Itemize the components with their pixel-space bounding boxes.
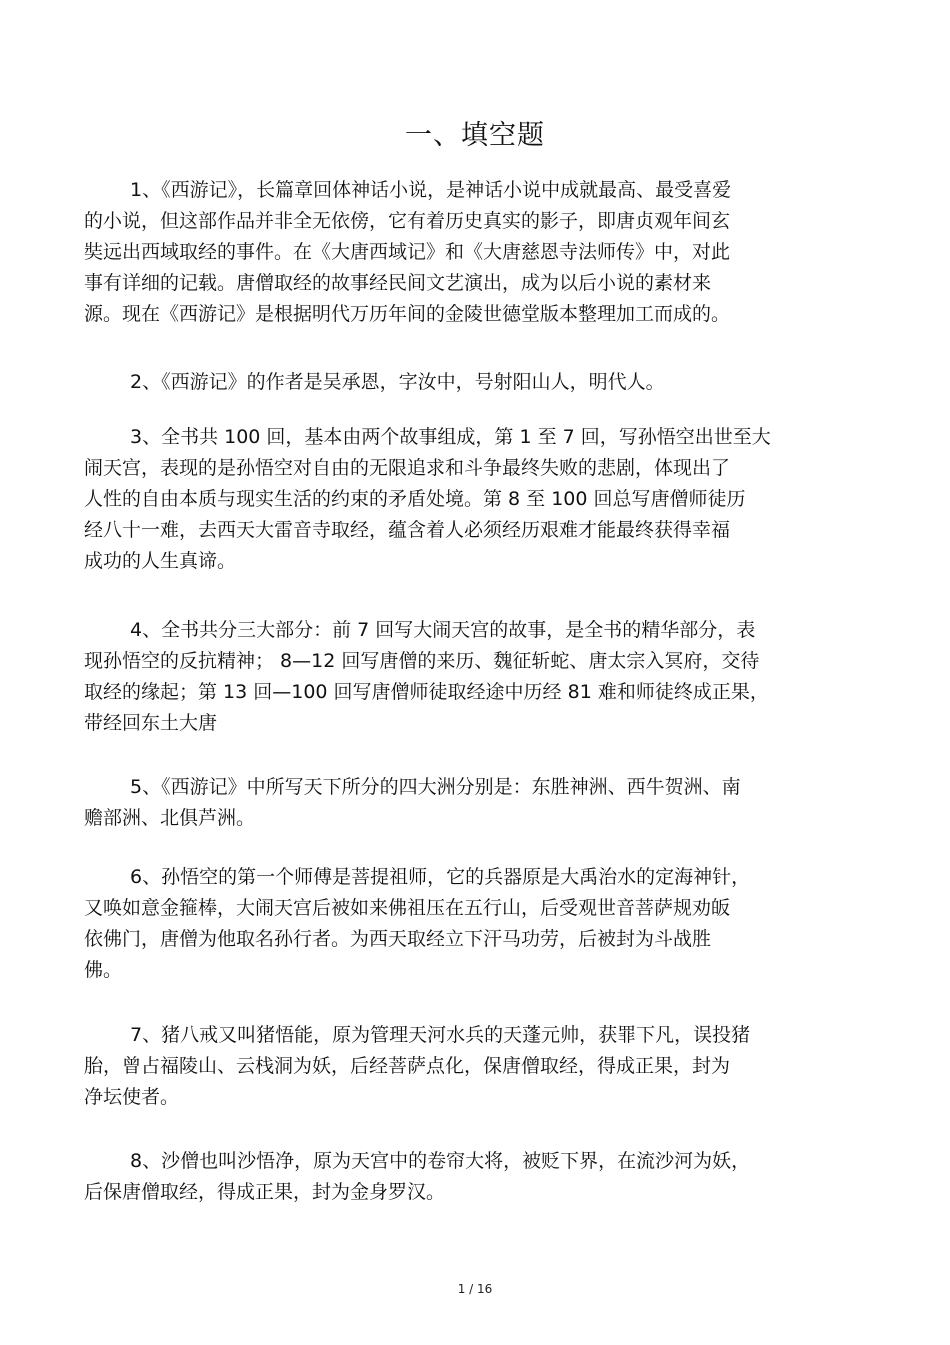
text-line: 成功的人生真谛。 [84,550,237,572]
text-line: 赡部洲、北俱芦洲。 [84,807,256,829]
text-line: 6、孙悟空的第一个师傅是菩提祖师，它的兵器原是大禹治水的定海神针， [130,866,751,888]
text-line: 的小说，但这部作品并非全无依傍，它有着历史真实的影子，即唐贞观年间玄 [84,210,731,232]
text-line: 人性的自由本质与现实生活的约束的矛盾处境。第 8 至 100 回总写唐僧师徒历 [84,488,746,510]
text-line: 依佛门，唐僧为他取名孙行者。为西天取经立下汗马功劳，后被封为斗战胜 [84,928,712,950]
text-line: 取经的缘起；第 13 回—100 回写唐僧师徒取经途中历经 81 难和师徒终成正果， [84,681,769,703]
question-6 [84,862,874,986]
question-2 [84,367,874,398]
question-3 [84,422,874,577]
question-8 [84,1146,874,1208]
page-title: 一、填空题 [405,120,545,151]
text-line: 带经回东土大唐 [84,712,218,734]
text-line: 现孙悟空的反抗精神； 8—12 回写唐僧的来历、魏征斩蛇、唐太宗入冥府，交待 [84,650,760,672]
text-line: 5、《西游记》中所写天下所分的四大洲分别是：东胜神洲、西牛贺洲、南 [130,776,741,798]
text-line: 1、《西游记》，长篇章回体神话小说，是神话小说中成就最高、最受喜爱 [130,179,732,201]
text-line: 又唤如意金箍棒，大闹天宫后被如来佛祖压在五行山，后受观世音菩萨规劝皈 [84,897,731,919]
text-line: 2、《西游记》的作者是吴承恩，字汝中，号射阳山人，明代人。 [130,371,665,393]
text-line: 胎，曾占福陵山、云栈洞为妖，后经菩萨点化，保唐僧取经，得成正果，封为 [84,1055,731,1077]
text-line: 闹天宫，表现的是孙悟空对自由的无限追求和斗争最终失败的悲剧，体现出了 [84,457,731,479]
text-line: 8、沙僧也叫沙悟净，原为天宫中的卷帘大将，被贬下界，在流沙河为妖， [130,1150,751,1172]
text-line: 奘远出西域取经的事件。在《大唐西域记》和《大唐慈恩寺法师传》中，对此 [84,241,731,263]
question-1 [84,175,874,330]
question-5 [84,772,874,834]
text-line: 净坛使者。 [84,1086,180,1108]
question-7 [84,1020,874,1113]
text-line: 后保唐僧取经，得成正果，封为金身罗汉。 [84,1181,446,1203]
text-line: 4、全书共分三大部分：前 7 回写大闹天宫的故事，是全书的精华部分，表 [130,619,756,641]
text-line: 事有详细的记载。唐僧取经的故事经民间文艺演出，成为以后小说的素材来 [84,272,712,294]
question-4 [84,615,874,739]
text-line: 7、猪八戒又叫猪悟能，原为管理天河水兵的天蓬元帅，获罪下凡，误投猪 [130,1024,751,1046]
text-line: 经八十一难，去西天大雷音寺取经，蕴含着人必须经历艰难才能最终获得幸福 [84,519,731,541]
text-line: 源。现在《西游记》是根据明代万历年间的金陵世德堂版本整理加工而成的。 [84,303,731,325]
page-number: 1 / 16 [457,1282,493,1296]
text-line: 佛。 [84,959,123,981]
text-line: 3、全书共 100 回，基本由两个故事组成，第 1 至 7 回，写孙悟空出世至大 [130,426,771,448]
